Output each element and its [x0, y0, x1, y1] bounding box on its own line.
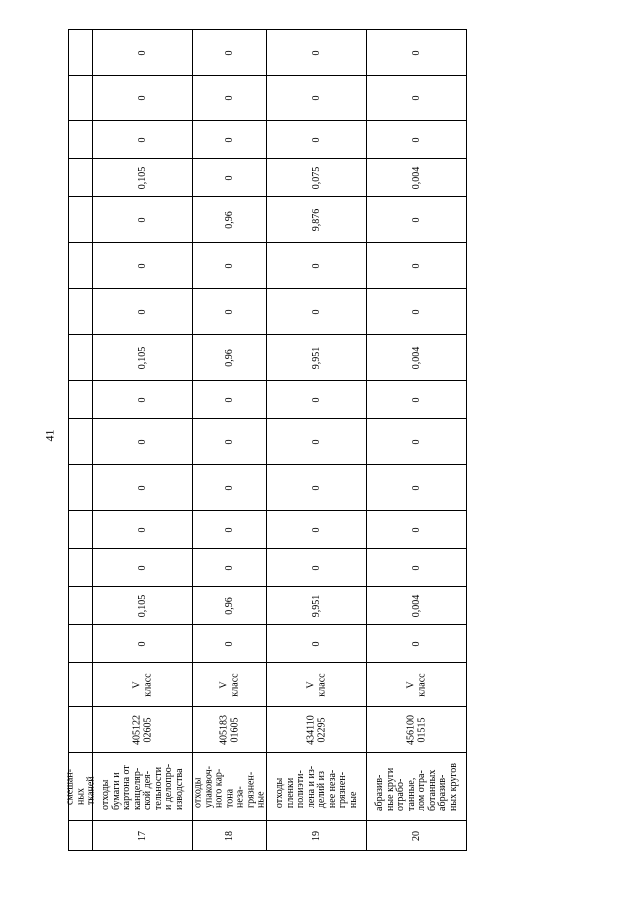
row-3-value-11-cell	[266, 158, 367, 197]
row-2-value-0-cell	[192, 624, 267, 663]
row-3-value-9-cell	[266, 242, 367, 289]
row-2-value-1-cell	[192, 586, 267, 625]
row-4-name-cell	[366, 752, 467, 821]
row-3-value-2-text: 0	[310, 565, 322, 570]
row-4-name-text: абразив- ные круги отрабо- танные, лом отра- ботанных абразив- ных кругов	[373, 762, 458, 811]
row-3-value-0-cell	[266, 624, 367, 663]
row-3-name-cell	[266, 752, 367, 821]
row-1-value-5-text: 0	[136, 439, 148, 444]
row-0-value-3-cell	[68, 510, 93, 549]
row-1-value-1-text: 0,105	[136, 594, 148, 617]
row-2-value-11-text: 0	[223, 175, 235, 180]
row-4-value-11-cell	[366, 158, 467, 197]
row-2-name-cell	[192, 752, 267, 821]
row-4-value-9-cell	[366, 242, 467, 289]
row-2-value-8-text: 0	[223, 309, 235, 314]
page-number: 41	[42, 429, 57, 442]
row-0-value-13-cell	[68, 75, 93, 121]
row-2-no-text: 18	[223, 830, 235, 841]
row-2-value-14-text: 0	[223, 50, 235, 55]
row-4-value-12-cell	[366, 120, 467, 159]
row-1-code-cell	[92, 706, 193, 753]
row-3-value-6-cell	[266, 380, 367, 419]
row-3-value-10-text: 9,876	[310, 208, 322, 231]
row-1-value-12-cell	[92, 120, 193, 159]
row-1-value-0-text: 0	[136, 641, 148, 646]
row-2-value-2-text: 0	[223, 565, 235, 570]
row-0-value-6-cell	[68, 380, 93, 419]
row-2-value-10-text: 0,96	[223, 210, 235, 229]
row-2-code-cell	[192, 706, 267, 753]
row-4-code-text: 456100 01515	[405, 714, 427, 745]
row-3-value-7-cell	[266, 334, 367, 381]
row-2-class-text: V класс	[218, 672, 240, 697]
row-3-value-10-cell	[266, 196, 367, 243]
row-3-value-4-cell	[266, 464, 367, 511]
row-4-no-text: 20	[410, 830, 422, 841]
row-1-value-4-text: 0	[136, 485, 148, 490]
row-4-value-1-cell	[366, 586, 467, 625]
row-0-value-0-cell	[68, 624, 93, 663]
row-2-value-3-cell	[192, 510, 267, 549]
row-2-value-6-text: 0	[223, 397, 235, 402]
row-1-value-10-text: 0	[136, 217, 148, 222]
row-3-value-5-text: 0	[310, 439, 322, 444]
row-2-value-3-text: 0	[223, 527, 235, 532]
row-1-value-3-cell	[92, 510, 193, 549]
row-4-value-10-text: 0	[410, 217, 422, 222]
row-2-code-text: 405183 01605	[218, 714, 240, 745]
row-3-value-11-text: 0,075	[310, 166, 322, 189]
row-4-value-3-text: 0	[410, 527, 422, 532]
row-1-value-12-text: 0	[136, 137, 148, 142]
row-2-value-6-cell	[192, 380, 267, 419]
row-1-value-14-cell	[92, 29, 193, 76]
row-0-no-cell	[68, 820, 93, 851]
row-3-value-13-text: 0	[310, 95, 322, 101]
row-2-name-text: отходы упаковоч- ного кар- тона неза- грязнен- ные	[191, 765, 266, 808]
row-0-value-12-cell	[68, 120, 93, 159]
row-3-value-14-text: 0	[310, 50, 322, 55]
row-1-value-2-cell	[92, 548, 193, 587]
row-2-value-13-text: 0	[223, 95, 235, 101]
row-3-name-text: отходы пленки полиэти- лена и из- делий из нее неза- грязнен- ные	[273, 765, 358, 808]
row-2-value-2-cell	[192, 548, 267, 587]
row-4-value-7-cell	[366, 334, 467, 381]
row-2-no-cell	[192, 820, 267, 851]
row-1-value-11-text: 0,105	[136, 166, 148, 189]
row-2-value-5-cell	[192, 418, 267, 465]
row-4-value-6-cell	[366, 380, 467, 419]
row-1-value-8-cell	[92, 288, 193, 335]
row-3-value-7-text: 9,951	[310, 346, 322, 369]
row-3-no-text: 19	[310, 830, 322, 841]
row-1-value-9-cell	[92, 242, 193, 289]
row-3-class-cell	[266, 662, 367, 707]
row-1-value-0-cell	[92, 624, 193, 663]
row-4-value-4-text: 0	[410, 485, 422, 490]
row-1-class-cell	[92, 662, 193, 707]
row-0-value-5-cell	[68, 418, 93, 465]
row-2-value-14-cell	[192, 29, 267, 76]
row-2-value-8-cell	[192, 288, 267, 335]
row-4-value-13-text: 0	[410, 95, 422, 101]
row-0-value-2-cell	[68, 548, 93, 587]
row-3-code-text: 434110 02295	[305, 714, 327, 745]
row-4-value-3-cell	[366, 510, 467, 549]
row-4-value-2-cell	[366, 548, 467, 587]
row-1-value-14-text: 0	[136, 50, 148, 55]
row-4-value-9-text: 0	[410, 263, 422, 268]
row-2-value-7-cell	[192, 334, 267, 381]
row-1-value-2-text: 0	[136, 565, 148, 570]
row-2-value-7-text: 0,96	[223, 348, 235, 367]
row-1-no-cell	[92, 820, 193, 851]
row-1-class-text: V класс	[131, 672, 153, 697]
row-3-value-13-cell	[266, 75, 367, 121]
row-1-value-8-text: 0	[136, 309, 148, 314]
row-4-value-14-cell	[366, 29, 467, 76]
row-0-value-7-cell	[68, 334, 93, 381]
row-4-value-2-text: 0	[410, 565, 422, 570]
row-1-value-3-text: 0	[136, 527, 148, 532]
row-3-value-8-text: 0	[310, 309, 322, 314]
row-0-name-cell	[63, 752, 96, 821]
row-3-value-0-text: 0	[310, 641, 322, 646]
row-3-value-12-cell	[266, 120, 367, 159]
row-4-value-12-text: 0	[410, 137, 422, 142]
row-4-class-text: V класс	[405, 672, 427, 697]
row-3-class-text: V класс	[305, 672, 327, 697]
row-3-value-4-text: 0	[310, 485, 322, 490]
row-4-class-cell	[366, 662, 467, 707]
row-3-value-3-cell	[266, 510, 367, 549]
row-1-name-cell	[92, 752, 193, 821]
row-2-value-12-cell	[192, 120, 267, 159]
row-4-value-0-cell	[366, 624, 467, 663]
row-0-value-14-cell	[68, 29, 93, 76]
row-2-value-11-cell	[192, 158, 267, 197]
row-4-value-14-text: 0	[410, 50, 422, 55]
row-4-value-6-text: 0	[410, 397, 422, 402]
row-0-value-8-cell	[68, 288, 93, 335]
row-4-value-8-cell	[366, 288, 467, 335]
row-0-value-1-cell	[68, 586, 93, 625]
row-2-value-13-cell	[192, 75, 267, 121]
row-1-no-text: 17	[136, 830, 148, 841]
row-4-value-8-text: 0	[410, 309, 422, 314]
row-3-no-cell	[266, 820, 367, 851]
row-0-value-4-cell	[68, 464, 93, 511]
row-1-value-4-cell	[92, 464, 193, 511]
row-1-value-13-cell	[92, 75, 193, 121]
row-3-value-6-text: 0	[310, 397, 322, 402]
row-2-value-10-cell	[192, 196, 267, 243]
row-2-value-9-cell	[192, 242, 267, 289]
row-2-value-0-text: 0	[223, 641, 235, 646]
row-0-value-9-cell	[68, 242, 93, 289]
row-4-value-11-text: 0,004	[410, 166, 422, 189]
row-1-value-13-text: 0	[136, 95, 148, 101]
row-4-no-cell	[366, 820, 467, 851]
row-1-value-7-text: 0,105	[136, 346, 148, 369]
row-2-value-1-text: 0,96	[223, 596, 235, 615]
row-3-value-8-cell	[266, 288, 367, 335]
row-2-value-12-text: 0	[223, 137, 235, 142]
row-3-value-2-cell	[266, 548, 367, 587]
row-1-value-5-cell	[92, 418, 193, 465]
row-4-value-1-text: 0,004	[410, 594, 422, 617]
row-1-value-10-cell	[92, 196, 193, 243]
row-1-code-text: 405122 02605	[131, 714, 153, 745]
row-3-value-1-cell	[266, 586, 367, 625]
row-3-value-12-text: 0	[310, 137, 322, 142]
row-4-value-13-cell	[366, 75, 467, 121]
row-2-value-9-text: 0	[223, 263, 235, 268]
row-4-value-4-cell	[366, 464, 467, 511]
row-0-code-cell	[68, 706, 93, 753]
row-3-value-9-text: 0	[310, 263, 322, 268]
row-2-class-cell	[192, 662, 267, 707]
row-4-value-7-text: 0,004	[410, 346, 422, 369]
row-4-value-5-cell	[366, 418, 467, 465]
row-1-name-text: отходы бумаги и картона от канцеляр- ской дея- тельности и делопро- изводства	[99, 763, 184, 810]
row-4-code-cell	[366, 706, 467, 753]
row-0-name-text: смешан- ных тканей	[63, 768, 96, 805]
row-4-value-5-text: 0	[410, 439, 422, 444]
row-0-class-cell	[68, 662, 93, 707]
row-4-value-0-text: 0	[410, 641, 422, 646]
row-0-value-10-cell	[68, 196, 93, 243]
row-1-value-9-text: 0	[136, 263, 148, 268]
row-2-value-4-text: 0	[223, 485, 235, 490]
row-3-code-cell	[266, 706, 367, 753]
row-4-value-10-cell	[366, 196, 467, 243]
row-3-value-14-cell	[266, 29, 367, 76]
row-2-value-4-cell	[192, 464, 267, 511]
row-1-value-11-cell	[92, 158, 193, 197]
row-1-value-1-cell	[92, 586, 193, 625]
row-1-value-6-text: 0	[136, 397, 148, 402]
row-1-value-6-cell	[92, 380, 193, 419]
row-0-value-11-cell	[68, 158, 93, 197]
row-1-value-7-cell	[92, 334, 193, 381]
row-3-value-3-text: 0	[310, 527, 322, 532]
row-3-value-1-text: 9,951	[310, 594, 322, 617]
row-2-value-5-text: 0	[223, 439, 235, 444]
row-3-value-5-cell	[266, 418, 367, 465]
